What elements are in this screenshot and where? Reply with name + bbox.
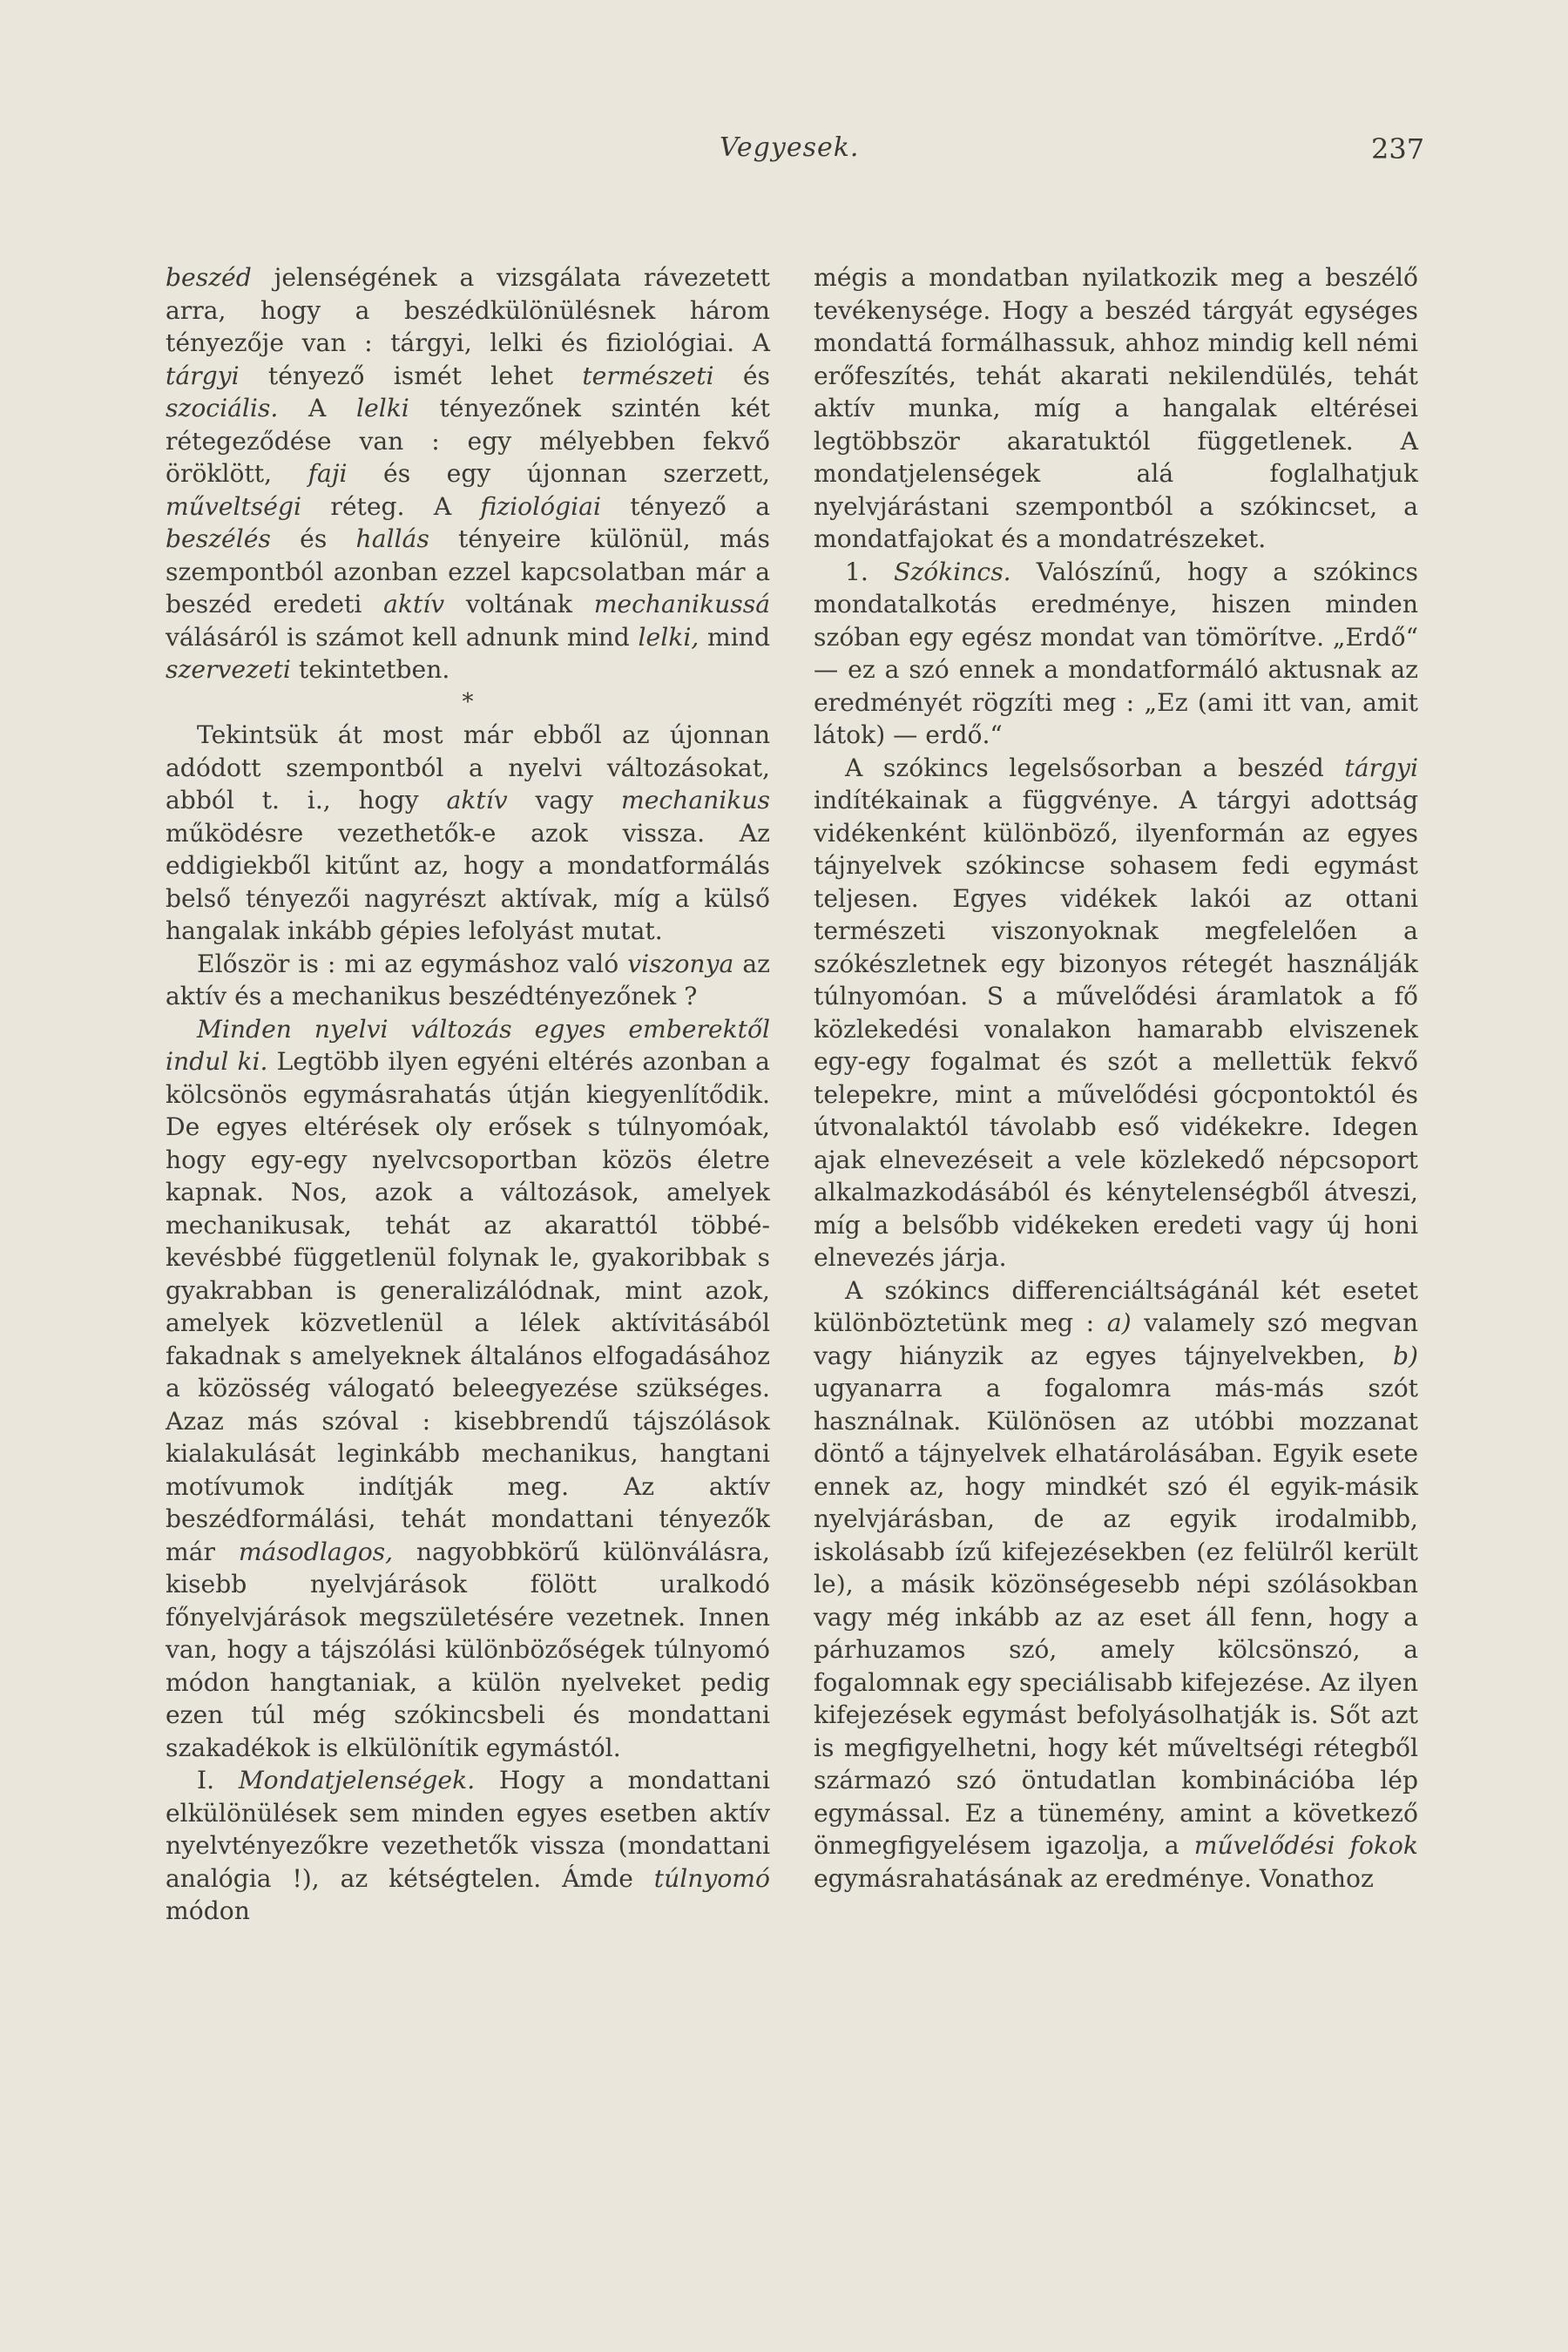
- text-run: A: [278, 394, 357, 422]
- italic-text: b): [1392, 1341, 1418, 1370]
- italic-text: beszéd: [166, 263, 252, 292]
- paragraph: [166, 1013, 770, 1765]
- page-header: [0, 132, 1568, 176]
- text-run: Először is : mi az egymáshoz való: [197, 949, 628, 978]
- italic-text: tárgyi: [166, 361, 240, 390]
- text-run: egymásrahatásának az eredménye. Vonathoz: [814, 1863, 1374, 1893]
- text-run: az aktív és a mechanikus beszédtényezőnek ?: [166, 949, 770, 1010]
- paragraph: [166, 948, 770, 1013]
- left-column: [166, 261, 770, 1928]
- italic-text: faji: [308, 459, 348, 488]
- text-run: ugyanarra a fogalomra más-más szót használnak. Különösen az utóbbi mozzanat döntő a tájnyelvek elhatárolásában. Egyik esete ennek az, hogy mindkét szó él egyik-másik nyelvjárásban, de az egyik irodalmibb, iskolásabb ízű kifejezésekben (ez felülről került le), a másik közönségesebb népi szólásokban vagy még inkább az az eset áll fenn, hogy a párhuzamos szó, amely kölcsönszó, a fogalomnak egy speciálisabb kifejezése. Az ilyen kifejezések egymást befolyásolhatják is. Sőt azt is megfigyelhetni, hogy két műveltségi rétegből származó szó öntudatlan kombinációba lép egymással. Ez a tünemény, amint a következő önmegfigyelésem igazolja, a: [814, 1374, 1418, 1860]
- text-run: válásáról is számot kell adnunk mind: [166, 622, 639, 652]
- italic-text: túlnyomó: [653, 1863, 770, 1893]
- italic-text: beszélés: [166, 524, 271, 553]
- italic-text: Minden nyelvi változás egyes emberektől indul ki.: [166, 1014, 770, 1076]
- paragraph: [166, 1764, 770, 1928]
- italic-text: Mondatjelenségek.: [238, 1766, 476, 1794]
- text-run: A szókincs differenciáltságánál két esetet különböztetünk meg :: [814, 1275, 1418, 1337]
- paragraph: [814, 1274, 1418, 1896]
- text-run: indítékainak a függvénye. A tárgyi adottság vidékenként különböző, ilyenformán az egyes tájnyelvek szókincse sohasem fedi egymást teljesen. Egyes vidékek lakói az ottani természeti viszonyoknak megfelelően a szókészletnek egy bizonyos rétegét használják túlnyomóan. S a művelődési áramlatok a fő közlekedési vonalakon hamarabb elviszenek egy-egy fogalmat és szót a mellettük fekvő telepekre, mint a művelődési gócpontoktól és útvonalaktól távolabb eső vidékekre. Idegen ajak elnevezéseit a vele közlekedő népcsoport alkalmazkodásából és kénytelenségből átveszi, míg a belsőbb vidékeken eredeti vagy új honi elnevezés járja.: [814, 786, 1418, 1272]
- text-run: tényező a: [601, 491, 770, 521]
- text-run: Tekintsük át most már ebből az újonnan adódott szempontból a nyelvi változásokat, abból t. i., hogy: [166, 720, 770, 814]
- italic-text: műveltségi: [166, 491, 302, 521]
- text-run: módon: [166, 1896, 250, 1925]
- text-run: tényező ismét lehet: [239, 361, 583, 390]
- paragraph: [814, 556, 1418, 752]
- paragraph: [166, 719, 770, 948]
- paragraph: [814, 752, 1418, 1274]
- text-run: voltának: [444, 590, 594, 618]
- paragraph: [166, 261, 770, 686]
- page-number: 237: [1371, 132, 1425, 166]
- italic-text: művelődési fokok: [1193, 1831, 1418, 1860]
- italic-text: a): [1106, 1308, 1132, 1337]
- italic-text: aktív: [383, 590, 445, 618]
- text-run: és: [713, 361, 770, 390]
- right-column: [814, 261, 1418, 1895]
- italic-text: mechanikussá: [593, 590, 770, 618]
- text-run: mind: [699, 622, 771, 652]
- running-title: Vegyesek.: [720, 132, 860, 163]
- text-run: jelenségének a vizsgálata rávezetett arra, hogy a beszédkülönülésnek három tényezője van : tárgyi, lelki és fiziológiai. A: [166, 263, 770, 357]
- text-run: I.: [197, 1766, 239, 1794]
- italic-text: természeti: [582, 361, 714, 390]
- italic-text: fiziológiai: [480, 491, 601, 521]
- text-run: tényezőnek szintén két rétegeződése van : egy mélyebben fekvő öröklött,: [166, 394, 771, 488]
- paragraph: [814, 261, 1418, 556]
- text-run: Legtöbb ilyen egyéni eltérés azonban a kölcsönös egymásrahatás útján kiegyenlítődik. De egyes eltérések oly erősek s túlnyomóak, hogy egy-egy nyelvcsoportban közös életre kapnak. Nos, azok a változások, amelyek mechanikusak, tehát az akarattól többé-kevésbbé függetlenül folynak le, gyakoribbak s gyakrabban is generalizálódnak, mint azok, amelyek közvetlenül a lélek aktívitásából fakadnak s amelyeknek általános elfogadásához a közösség válogató beleegyezése szükséges. Azaz más szóval : kisebbrendű tájszólások kialakulását leginkább mechanikus, hangtani motívumok indítják meg. Az aktív beszédformálási, tehát mondattani tényezők már: [166, 1047, 770, 1566]
- text-run: A szókincs legelsősorban a beszéd: [845, 753, 1345, 782]
- text-run: és: [270, 524, 356, 553]
- italic-text: aktív: [446, 786, 508, 814]
- text-run: és egy újonnan szerzett,: [347, 459, 771, 488]
- italic-text: másodlagos,: [238, 1537, 394, 1566]
- text-run: mégis a mondatban nyilatkozik meg a beszélő tevékenysége. Hogy a beszéd tárgyát egységes mondattá formálhassuk, ahhoz mindig kell némi erőfeszítés, tehát akarati nekilendülés, tehát aktív munka, míg a hangalak eltérései legtöbbször akaratuktól függetlenek. A mondatjelenségek alá foglalhatjuk nyelvjárástani szempontból a szókincset, a mondatfajokat és a mondatrészeket.: [814, 263, 1418, 553]
- section-separator: *: [462, 688, 474, 715]
- text-run: vagy: [507, 786, 621, 814]
- italic-text: Szókincs.: [894, 557, 1011, 586]
- italic-text: tárgyi: [1344, 753, 1418, 782]
- text-run: Valószínű, hogy a szókincs mondatalkotás eredménye, hiszen minden szóban egy egész mondat van tömörítve. „Erdő“ — ez a szó ennek a mondatformáló aktusnak az eredményét rögzíti meg : „Ez (ami itt van, amit látok) — erdő.“: [814, 557, 1418, 749]
- text-run: működésre vezethetők-e azok vissza. Az eddigiekből kitűnt az, hogy a mondatformálás belső tényezői nagyrészt aktívak, míg a külső hangalak inkább gépies lefolyást mutat.: [166, 818, 770, 945]
- text-run: tekintetben.: [290, 655, 450, 684]
- text-run: Hogy a mondattani elkülönülések sem minden egyes esetben aktív nyelvtényezőkre vezethetők vissza (mondattani analógia !), az kétségtelen. Ámde: [166, 1766, 770, 1893]
- italic-text: lelki: [356, 394, 409, 422]
- text-run: 1.: [845, 557, 895, 586]
- text-run: tényeire különül, más szempontból azonban ezzel kapcsolatban már a beszéd eredeti: [166, 524, 770, 618]
- italic-text: szervezeti: [166, 655, 291, 684]
- italic-text: lelki,: [638, 622, 700, 652]
- italic-text: szociális.: [166, 394, 279, 422]
- text-run: nagyobbkörű különválásra, kisebb nyelvjárások fölött uralkodó főnyelvjárások megszületésére vezetnek. Innen van, hogy a tájszólási különbözőségek túlnyomó módon hangtaniak, a külön nyelveket pedig ezen túl még szókincsbeli és mondattani szakadékok is elkülönítik egymástól.: [166, 1537, 770, 1762]
- text-run: réteg. A: [301, 491, 481, 521]
- text-run: valamely szó megvan vagy hiányzik az egyes tájnyelvekben,: [814, 1308, 1419, 1370]
- italic-text: hallás: [355, 524, 429, 553]
- italic-text: mechanikus: [620, 786, 770, 814]
- italic-text: viszonya: [627, 949, 734, 978]
